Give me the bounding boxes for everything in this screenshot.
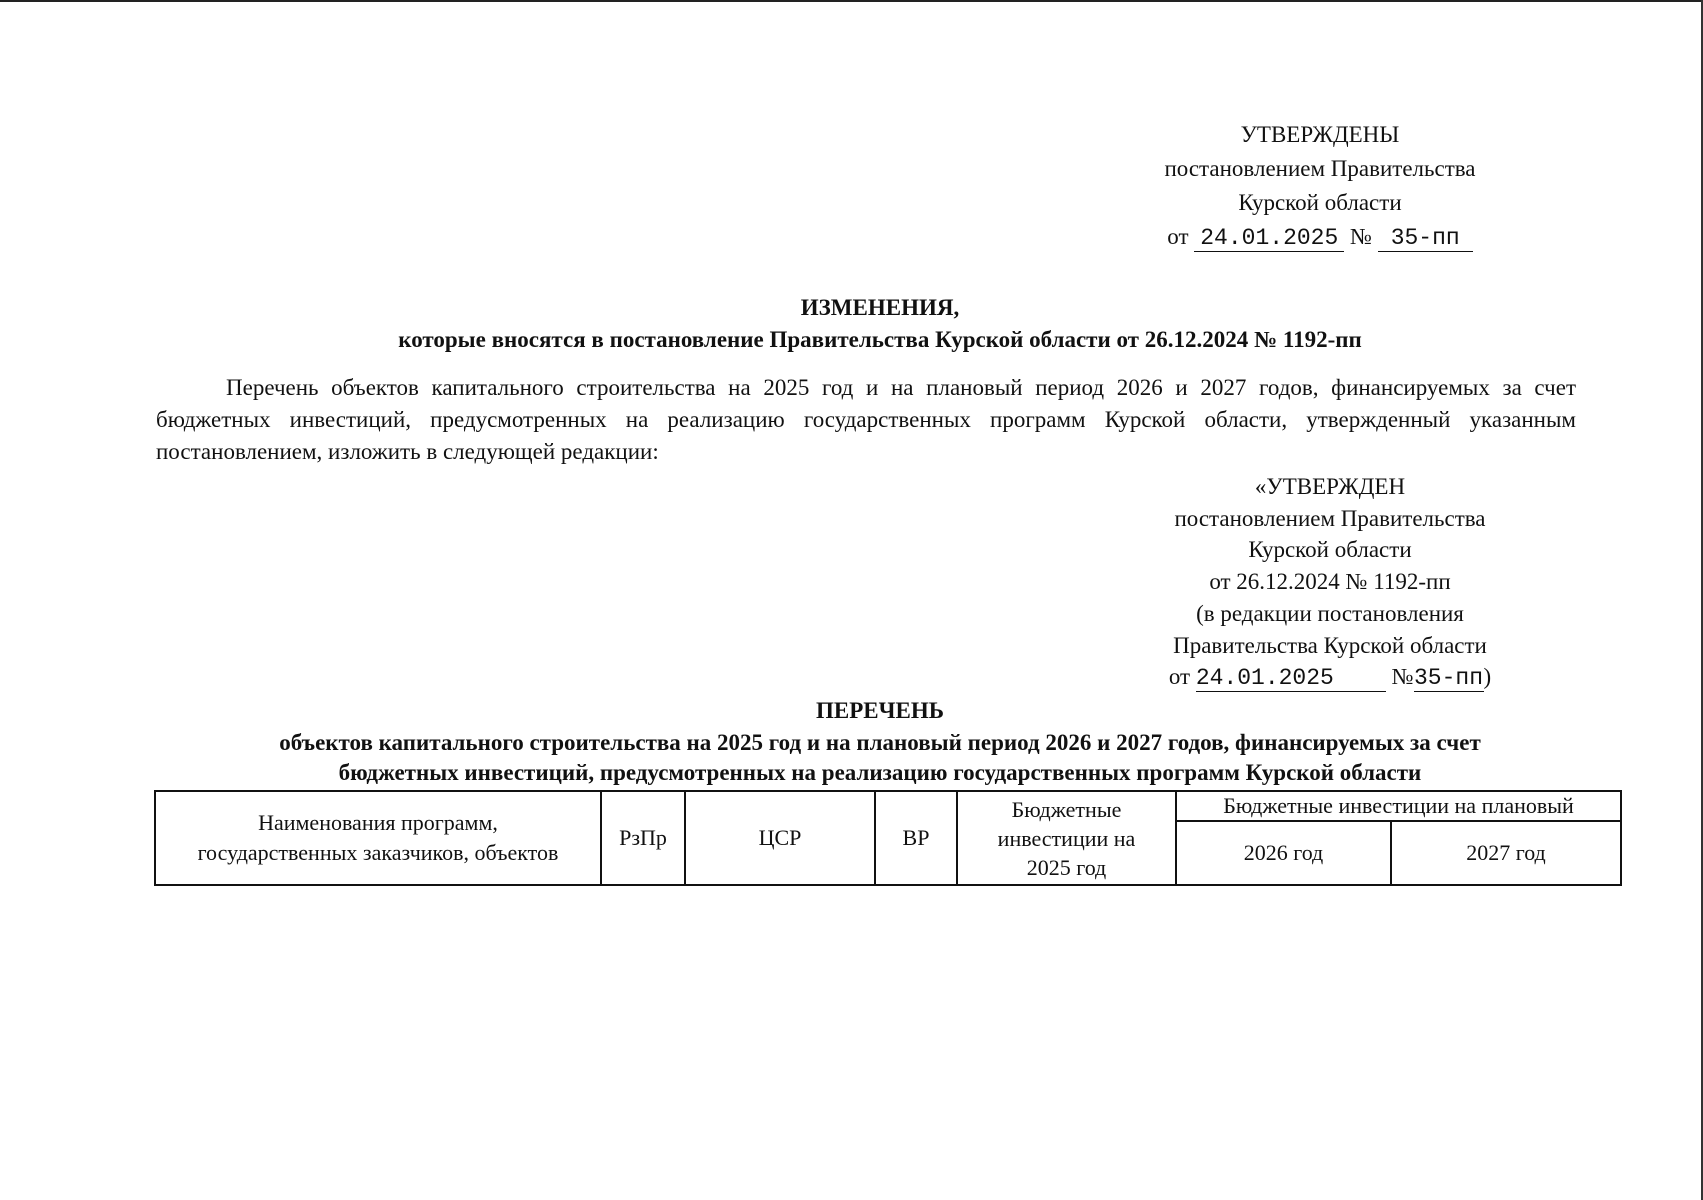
approval2-number: 35-пп [1414,665,1484,692]
approval2-line2: Курской области [1248,537,1412,563]
approval2-number-prefix: № [1391,664,1414,690]
header-budget-2025 [957,791,1176,885]
approval-number: 35-пп [1378,225,1473,252]
header-vr: ВР [875,791,957,885]
table-header-row [155,791,1621,821]
header-budget-line2: инвестиции на [997,825,1136,851]
approval-label: УТВЕРЖДЕНЫ [1240,122,1400,147]
header-name-line2: государственных заказчиков, объектов [197,840,559,865]
header-csr: ЦСР [685,791,875,885]
header-planned: Бюджетные инвестиции на плановый [1176,791,1621,821]
approval2-line1: постановлением Правительства [1174,505,1486,531]
approval2-line4: (в редакции постановления [1196,600,1464,626]
approval2-date: 24.01.2025 [1196,665,1386,692]
header-2026: 2026 год [1176,821,1391,885]
header-budget-line3: 2025 год [1026,854,1107,880]
approval2-block [1120,471,1540,693]
changes-subtitle: которые вносятся в постановление Правительства Курской области от 26.12.2024 № 1192-пп [398,327,1362,352]
objects-table [154,790,1622,886]
header-2027: 2027 год [1391,821,1621,885]
header-rzpr: РзПр [601,791,685,885]
approval2-close: ) [1483,664,1492,690]
intro-paragraph: Перечень объектов капитального строительства на 2025 год и на плановый период 2026 и 2027 годов, финансируемых за счет бюджетных инвестиций, предусмотренных на реализацию государственных программ Курской области, утвержденный указанным постановлением, изложить в следующей редакции: [156,375,1576,464]
approval-block [1120,118,1520,254]
approval2-date-line [1120,661,1540,693]
approval2-label: «УТВЕРЖДЕН [1254,474,1406,499]
approval-date-line [1120,220,1520,254]
approval2-line3: от 26.12.2024 № 1192-пп [1209,569,1451,595]
header-name [155,791,601,885]
approval-number-prefix: № [1350,224,1372,249]
approval-date-prefix: от [1167,224,1189,249]
page-edge-top [0,0,1703,2]
list-subtitle-1: объектов капитального строительства на 2025 год и на плановый период 2026 и 2027 годов, финансируемых за счет [279,730,1481,755]
approval-date: 24.01.2025 [1194,225,1344,252]
approval2-line5: Правительства Курской области [1173,632,1487,658]
header-budget-line1: Бюджетные [1011,796,1122,822]
list-title: ПЕРЕЧЕНЬ [816,698,944,723]
approval-line2: Курской области [1238,190,1402,215]
approval2-date-prefix: от [1168,664,1191,690]
changes-title: ИЗМЕНЕНИЯ, [800,295,960,320]
list-subtitle-2: бюджетных инвестиций, предусмотренных на реализацию государственных программ Курской области [338,760,1422,785]
header-name-line1: Наименования программ, [258,810,498,835]
approval-line1: постановлением Правительства [1164,156,1476,181]
